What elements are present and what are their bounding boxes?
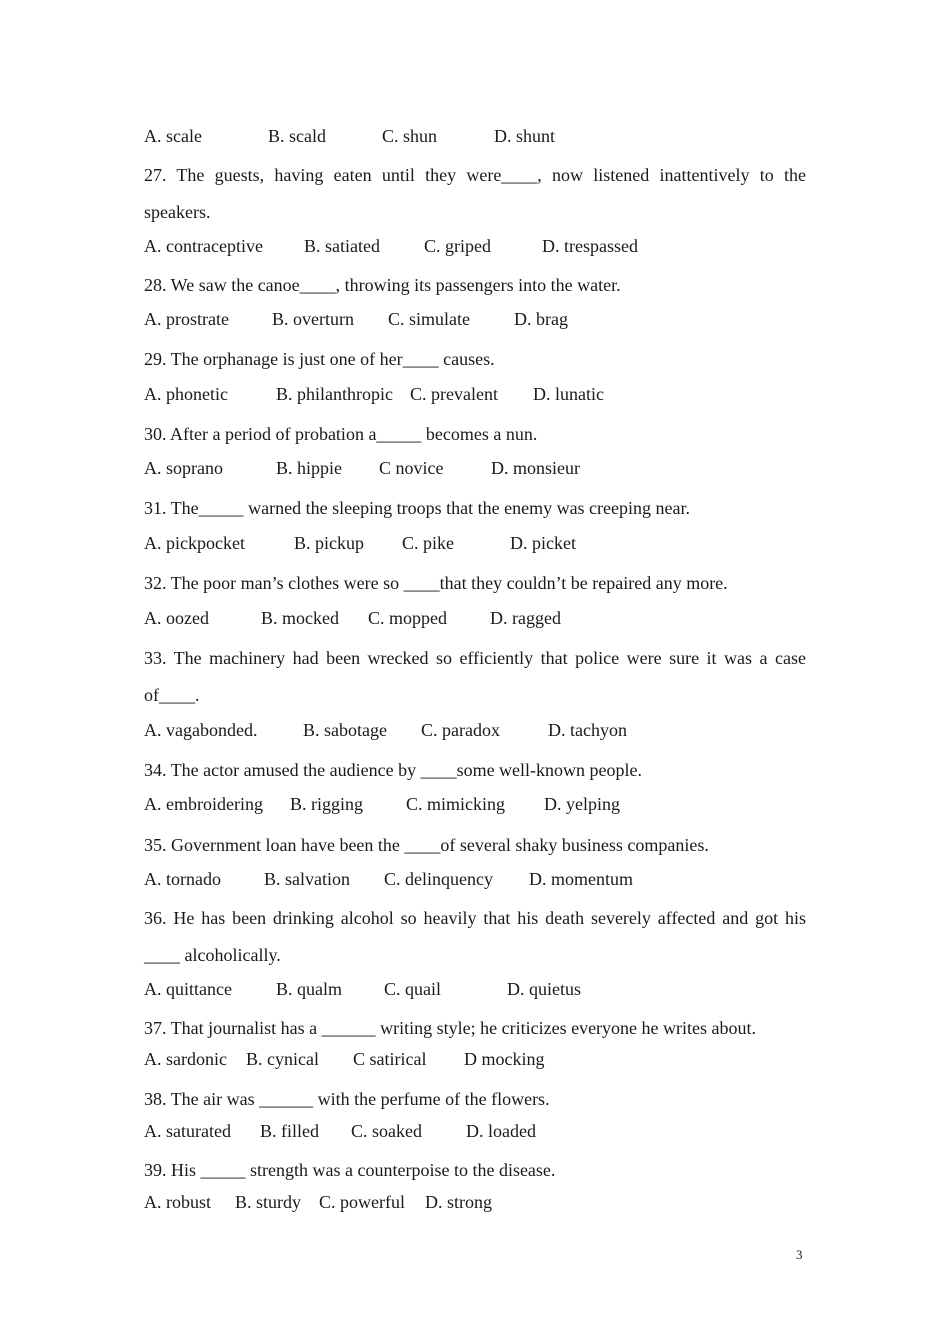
answer-options bbox=[144, 231, 806, 268]
option-c: C. soaked bbox=[351, 1121, 422, 1141]
answer-options bbox=[144, 1187, 806, 1224]
option-a: A. robust bbox=[144, 1192, 211, 1212]
option-a: A. prostrate bbox=[144, 309, 229, 329]
option-b: B. pickup bbox=[294, 533, 364, 553]
question-text: 36. He has been drinking alcohol so heavily that his death severely affected and got his ____ alcoholically. bbox=[144, 908, 806, 965]
option-a: A. contraceptive bbox=[144, 236, 263, 256]
answer-options bbox=[144, 715, 806, 752]
option-b: B. sturdy bbox=[235, 1192, 302, 1212]
option-c: C. quail bbox=[384, 979, 441, 999]
answer-options bbox=[144, 1044, 806, 1081]
question-text: 32. The poor man’s clothes were so ____that they couldn’t be repaired any more. bbox=[144, 573, 728, 593]
option-c: C novice bbox=[379, 458, 444, 478]
option-a: A. saturated bbox=[144, 1121, 231, 1141]
option-b: B. rigging bbox=[290, 794, 364, 814]
question-text: 29. The orphanage is just one of her____ causes. bbox=[144, 349, 495, 369]
answer-options bbox=[144, 864, 806, 901]
answer-options bbox=[144, 974, 806, 1011]
question-text: 37. That journalist has a ______ writing style; he criticizes everyone he writes about. bbox=[144, 1018, 757, 1038]
option-d: D. shunt bbox=[494, 126, 556, 146]
option-d: D mocking bbox=[464, 1049, 545, 1069]
option-d: D. brag bbox=[514, 309, 568, 329]
option-a: A. vagabonded. bbox=[144, 720, 258, 740]
answer-options bbox=[144, 121, 806, 158]
option-b: B. salvation bbox=[264, 869, 350, 889]
question-text: 35. Government loan have been the ____of several shaky business companies. bbox=[144, 835, 709, 855]
option-d: D. lunatic bbox=[533, 384, 604, 404]
question-text: 39. His _____ strength was a counterpoise to the disease. bbox=[144, 1160, 556, 1180]
answer-options bbox=[144, 453, 806, 490]
option-d: D. quietus bbox=[507, 979, 581, 999]
option-a: A. tornado bbox=[144, 869, 221, 889]
option-c: C. pike bbox=[402, 533, 454, 553]
question-text: 38. The air was ______ with the perfume of the flowers. bbox=[144, 1089, 550, 1109]
question-text: 30. After a period of probation a_____ becomes a nun. bbox=[144, 424, 538, 444]
answer-options bbox=[144, 789, 806, 826]
option-c: C. simulate bbox=[388, 309, 470, 329]
option-a: A. soprano bbox=[144, 458, 223, 478]
option-b: B. cynical bbox=[246, 1049, 319, 1069]
answer-options bbox=[144, 379, 806, 416]
question-text: 34. The actor amused the audience by ____some well-known people. bbox=[144, 760, 643, 780]
option-a: A. pickpocket bbox=[144, 533, 245, 553]
option-c: C. delinquency bbox=[384, 869, 493, 889]
option-c: C. mopped bbox=[368, 608, 447, 628]
option-b: B. qualm bbox=[276, 979, 342, 999]
option-d: D. picket bbox=[510, 533, 576, 553]
option-b: B. scald bbox=[268, 126, 326, 146]
answer-options bbox=[144, 603, 806, 640]
option-b: B. hippie bbox=[276, 458, 342, 478]
option-b: B. filled bbox=[260, 1121, 319, 1141]
question-text: 31. The_____ warned the sleeping troops that the enemy was creeping near. bbox=[144, 498, 691, 518]
option-c: C satirical bbox=[353, 1049, 427, 1069]
option-b: B. mocked bbox=[261, 608, 339, 628]
option-b: B. satiated bbox=[304, 236, 380, 256]
option-d: D. tachyon bbox=[548, 720, 627, 740]
option-c: C. powerful bbox=[319, 1192, 405, 1212]
option-a: A. scale bbox=[144, 126, 202, 146]
answer-options bbox=[144, 1116, 806, 1153]
option-c: C. shun bbox=[382, 126, 438, 146]
option-d: D. momentum bbox=[529, 869, 633, 889]
question-text: 33. The machinery had been wrecked so efficiently that police were sure it was a case of____. bbox=[144, 648, 806, 705]
option-a: A. quittance bbox=[144, 979, 232, 999]
option-a: A. sardonic bbox=[144, 1049, 227, 1069]
option-c: C. griped bbox=[424, 236, 491, 256]
option-a: A. embroidering bbox=[144, 794, 263, 814]
option-d: D. yelping bbox=[544, 794, 620, 814]
option-d: D. ragged bbox=[490, 608, 561, 628]
option-d: D. loaded bbox=[466, 1121, 536, 1141]
answer-options bbox=[144, 528, 806, 565]
question-text: 28. We saw the canoe____, throwing its passengers into the water. bbox=[144, 275, 621, 295]
option-c: C. paradox bbox=[421, 720, 500, 740]
option-a: A. oozed bbox=[144, 608, 209, 628]
option-d: D. monsieur bbox=[491, 458, 580, 478]
question-text: 27. The guests, having eaten until they were____, now listened inattentively to the speakers. bbox=[144, 165, 806, 222]
option-c: C. prevalent bbox=[410, 384, 498, 404]
page-number: 3 bbox=[796, 1247, 803, 1262]
answer-options bbox=[144, 304, 806, 341]
option-b: B. overturn bbox=[272, 309, 354, 329]
option-a: A. phonetic bbox=[144, 384, 228, 404]
option-b: B. philanthropic bbox=[276, 384, 393, 404]
option-d: D. strong bbox=[425, 1192, 492, 1212]
option-c: C. mimicking bbox=[406, 794, 505, 814]
option-b: B. sabotage bbox=[303, 720, 387, 740]
option-d: D. trespassed bbox=[542, 236, 638, 256]
